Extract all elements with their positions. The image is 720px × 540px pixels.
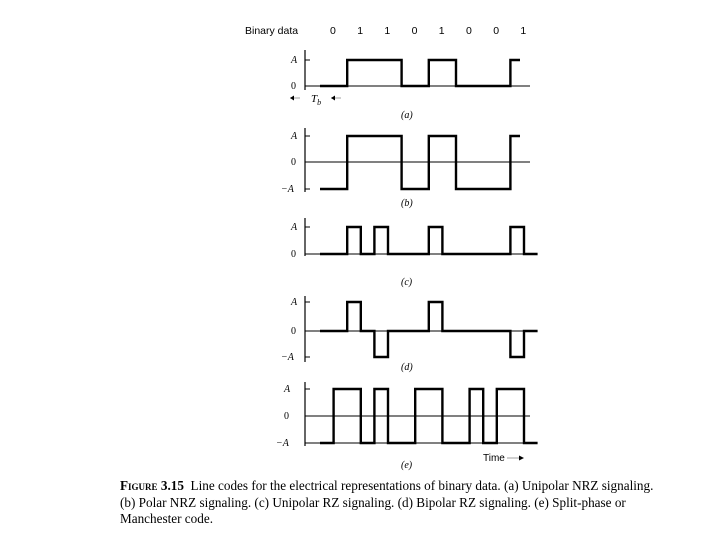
panel-a-label-A: A (291, 55, 298, 66)
panel-d-label-A: A (291, 297, 298, 308)
panel-e-manchester (276, 382, 538, 471)
figure-caption (120, 478, 660, 528)
figure-number-label: Figure 3.15 (120, 478, 184, 493)
panel-b-label-zero: 0 (291, 157, 296, 168)
panel-b-tag: (b) (401, 198, 413, 209)
panel-e-label-negA: −A (276, 438, 289, 449)
panel-e-label-zero: 0 (284, 411, 289, 422)
binary-data-label: Binary data (245, 25, 299, 37)
panel-c-label-zero: 0 (291, 249, 296, 260)
binary-bit-label: 1 (384, 25, 391, 37)
binary-bit-label: 1 (438, 25, 445, 37)
binary-bit-labels (330, 25, 526, 37)
time-axis-label: Time (483, 453, 505, 464)
panel-a-unipolar-nrz (290, 50, 530, 121)
panel-d-label-negA: −A (281, 352, 294, 363)
binary-bit-label: 0 (411, 25, 418, 37)
binary-bit-label: 0 (493, 25, 500, 37)
panel-a-label-zero: 0 (291, 81, 296, 92)
bit-period-arrowhead-right (331, 96, 335, 101)
panel-c-label-A: A (291, 222, 298, 233)
panel-d-tag: (d) (401, 362, 413, 373)
panel-b-label-A: A (291, 131, 298, 142)
panel-b-waveform (320, 136, 520, 189)
time-arrowhead (519, 456, 524, 461)
panel-c-unipolar-rz (290, 218, 538, 288)
bit-period-label: $T_b$ (311, 93, 322, 107)
caption-text: Line codes for the electrical representations of binary data. (a) Unipolar NRZ signaling. (b) Polar NRZ signaling. (c) Unipolar RZ signaling. (d) Bipolar RZ signaling. (e) Split-phase or Manchester code. (120, 478, 654, 526)
panel-d-label-zero: 0 (291, 326, 296, 337)
panel-a-waveform (320, 60, 520, 86)
binary-bit-label: 1 (520, 25, 527, 37)
panel-c-waveform (320, 227, 538, 254)
panel-c-tag: (c) (401, 277, 413, 288)
panel-d-waveform (320, 302, 538, 357)
binary-bit-label: 0 (466, 25, 472, 37)
binary-bit-label: 1 (357, 25, 364, 37)
bit-period-arrowhead-left (290, 96, 294, 101)
panel-d-bipolar-rz (281, 296, 538, 373)
panel-b-polar-nrz (281, 128, 530, 209)
panel-e-tag: (e) (401, 460, 413, 471)
binary-bit-label: 0 (330, 25, 336, 37)
panel-a-tag: (a) (401, 110, 413, 121)
panel-e-label-A: A (284, 384, 291, 395)
panel-b-label-negA: −A (281, 184, 294, 195)
